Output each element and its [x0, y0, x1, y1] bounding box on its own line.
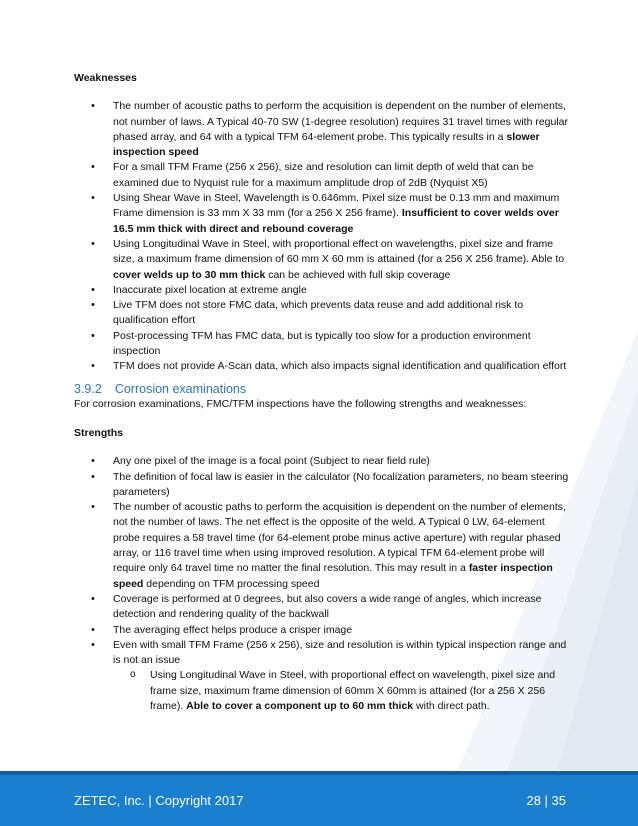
sub-list-item: o Using Longitudinal Wave in Steel, with proportional effect on wavelength, pixel size and frame size, maximum frame dimension of 60mm X 60mm is attained (for a 256 X 256 frame). Able to cover a component up to 60 mm thick with direct path. — [113, 668, 570, 714]
section-number: 3.9.2 — [74, 381, 102, 396]
list-item: • For a small TFM Frame (256 x 256), size and resolution can limit depth of weld that can be examined due to Nyquist rule for a maximum amplitude drop of 2dB (Nyquist X5) — [74, 160, 570, 191]
page-content — [74, 71, 570, 714]
sub-list — [113, 668, 570, 714]
footer-stripe — [0, 771, 638, 775]
list-item: • Coverage is performed at 0 degrees, but also covers a wide range of angles, which increase detection and rendering quality of the backwall — [74, 592, 570, 623]
list-item: • Using Shear Wave in Steel, Wavelength is 0.646mm. Pixel size must be 0.13 mm and maximum Frame dimension is 33 mm X 33 mm (for a 256 X 256 frame). Insufficient to cover welds over 16.5 mm thick with direct and rebound coverage — [74, 191, 570, 237]
list-item: • Inaccurate pixel location at extreme angle — [74, 283, 570, 298]
list-item: • Post-processing TFM has FMC data, but is typically too slow for a production environment inspection — [74, 329, 570, 360]
list-item: • TFM does not provide A-Scan data, which also impacts signal identification and qualification effort — [74, 359, 570, 374]
list-item: • Live TFM does not store FMC data, which prevents data reuse and add additional risk to qualification effort — [74, 298, 570, 329]
list-item: • The averaging effect helps produce a crisper image — [74, 623, 570, 638]
strengths-list — [74, 454, 570, 714]
strengths-heading: Strengths — [74, 426, 124, 439]
weaknesses-heading: Weaknesses — [74, 72, 137, 84]
list-item: • The definition of focal law is easier in the calculator (No focalization parameters, no beam steering parameters) — [74, 470, 570, 501]
list-item: • Even with small TFM Frame (256 x 256), size and resolution is within typical inspection range and is not an issue o Using Longitudinal Wave in Steel, with proportional effect on wavelength, pixel size and frame size, maximum frame dimension of 60mm X 60mm is attained (for a 256 X 256 frame). Able to cover a component up to 60 mm thick with direct path. — [74, 638, 570, 714]
page-number: 28 | 35 — [526, 793, 566, 808]
section-intro: For corrosion examinations, FMC/TFM inspections have the following strengths and weaknesses: — [74, 397, 527, 410]
weaknesses-list — [74, 99, 570, 374]
footer-copyright: ZETEC, Inc. | Copyright 2017 — [74, 793, 244, 808]
list-item: • Using Longitudinal Wave in Steel, with proportional effect on wavelengths, pixel size and frame size, a maximum frame dimension of 60 mm X 60 mm is attained (for a 256 X 256 frame). Able to cover welds up to 30 mm thick can be achieved with full skip coverage — [74, 237, 570, 283]
list-item: • The number of acoustic paths to perform the acquisition is dependent on the number of elements, not the number of laws. The net effect is the opposite of the weld. A Typical 0 LW, 64-element probe requires a 58 travel time (for 64-element probe minus active aperture) with regular phased array, or 116 travel time when using improved resolution. A typical TFM 64-element probe will require only 64 travel time no matter the final resolution. This may result in a faster inspection speed depending on TFM processing speed — [74, 500, 570, 592]
list-item: • The number of acoustic paths to perform the acquisition is dependent on the number of elements, not number of laws. A Typical 40-70 SW (1-degree resolution) requires 31 travel times with regular phased array, and 64 with a typical TFM 64-element probe. This typically results in a slower inspection speed — [74, 99, 570, 160]
section-title: Corrosion examinations — [114, 381, 247, 396]
page-footer — [0, 771, 638, 826]
section-heading — [74, 381, 570, 397]
list-item: • Any one pixel of the image is a focal point (Subject to near field rule) — [74, 454, 570, 469]
